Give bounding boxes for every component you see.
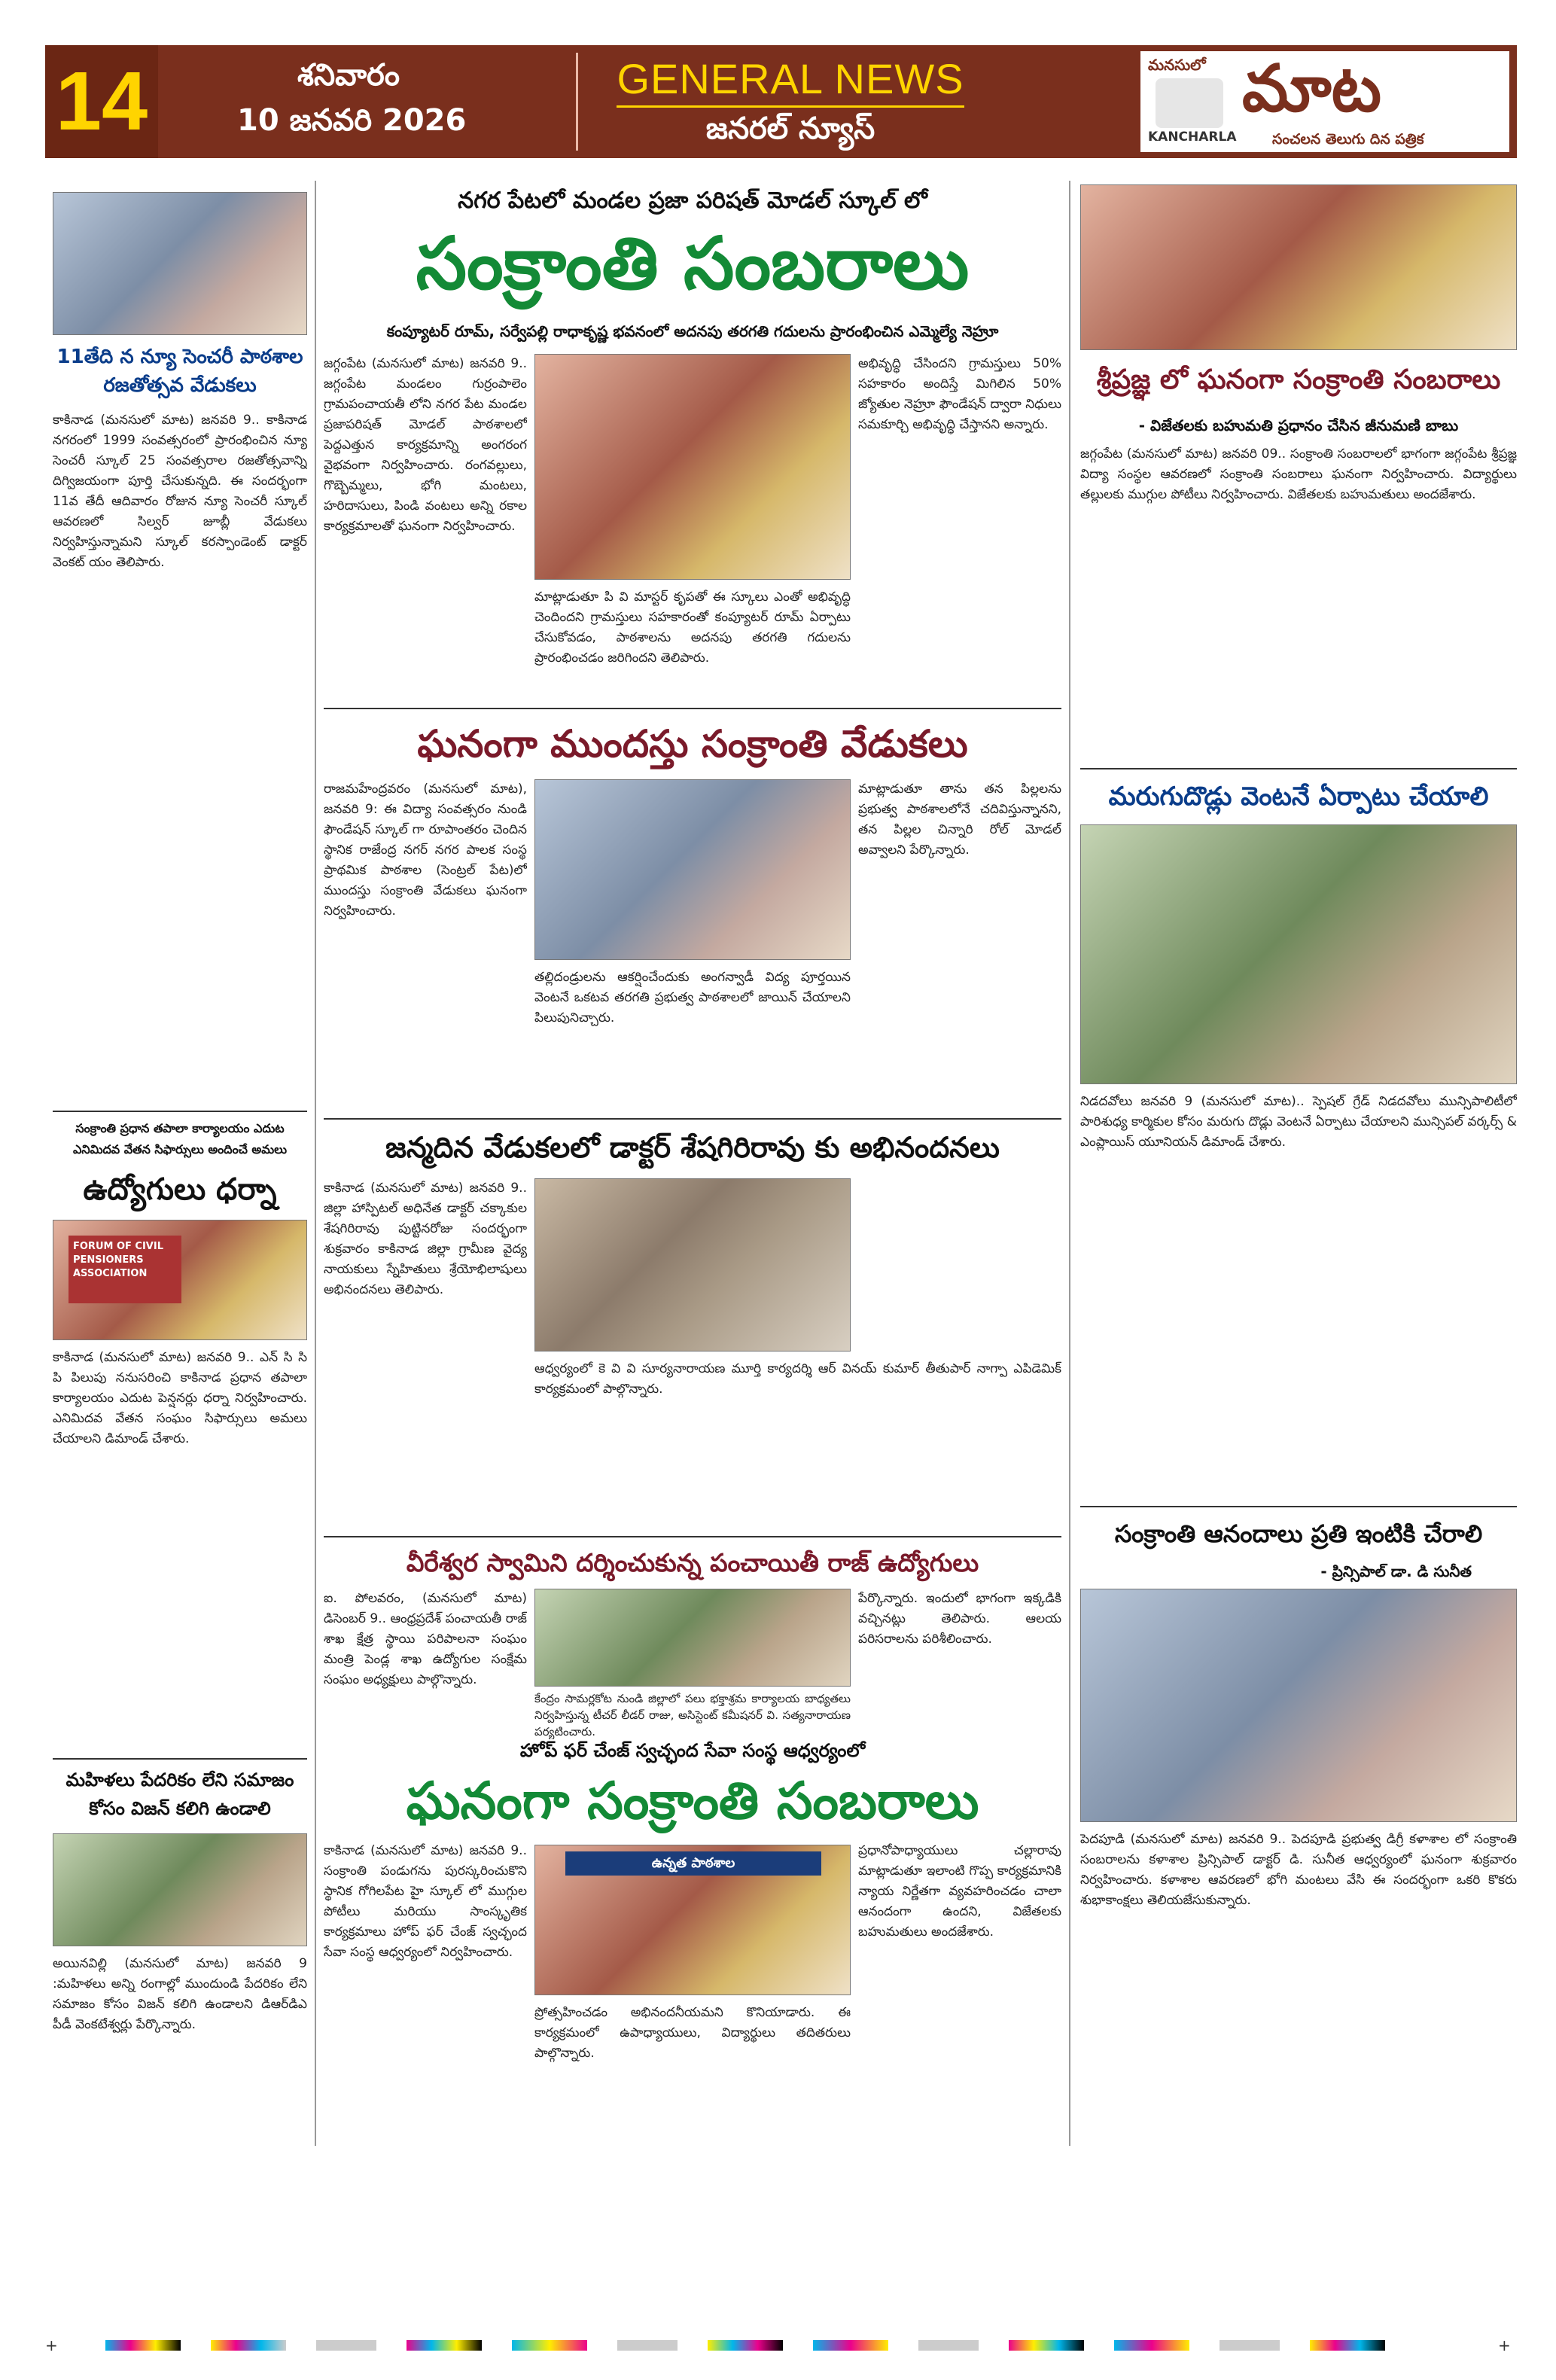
col3-story1-headline: శ్రీప్రజ్ఞ లో ఘనంగా సంక్రాంతి సంబరాలు [1096, 364, 1501, 395]
story-b-body-mid: తల్లిదండ్రులను ఆకర్షించేందుకు అంగన్వాడీ విద్య పూర్తయిన వెంటనే ఒకటవ తరగతి ప్రభుత్వ పాఠశాలలో జాయిన్ చేయాలని పిలుపునిచ్చారు. [534, 970, 851, 1025]
photo-temple-visit [534, 1589, 851, 1687]
story-d-headline: వీరేశ్వర స్వామిని దర్శించుకున్న పంచాయితీ రాజ్ ఉద్యోగులు [406, 1548, 979, 1577]
col1-notice: సంక్రాంతి ప్రధాన తపాలా కార్యాలయం ఎదుట ఎనిమిదవ వేతన సిఫార్సులు అందించే అమలు [72, 1121, 288, 1156]
story-c-divider [324, 1536, 1061, 1537]
column-rule-left [315, 181, 316, 2146]
story-e-body-left: కాకినాడ (మనసులో మాట) జనవరి 9.. సంక్రాంతి పండుగను పురస్కరించుకొని స్థానిక గోగిలపేట హై స్కూల్ లో ముగ్గుల పోటీలు మరియు సాంస్కృతిక కార్యక్రమాలు హోప్ ఫర్ చేంజ్ స్వచ్ఛంద సేవా సంస్థ ఆధ్వర్యంలో నిర్వహించారు. [324, 1843, 527, 1960]
col3-divider-2 [1080, 1506, 1517, 1507]
col1-divider-1 [53, 1111, 307, 1112]
photo-rangoli-competition [534, 1845, 851, 1995]
color-bar-5 [512, 2340, 587, 2351]
color-bar-7 [708, 2340, 783, 2351]
story-b-body-left: రాజమహేంద్రవరం (మనసులో మాట), జనవరి 9: ఈ విద్యా సంవత్సరం నుండి ఫౌండేషన్ స్కూల్ గా రూపాంతరం చెందిన స్థానిక రాజేంద్ర నగర్ నగర పాలక సంస్థ ప్రాథమిక పాఠశాల (సెంట్రల్ పేట)లో ముందస్తు సంక్రాంతి వేడుకలు ఘనంగా నిర్వహించారు. [324, 782, 527, 919]
story-e-caption-body: ప్రోత్సహించడం అభినందనీయమని కొనియాడారు. ఈ కార్యక్రమంలో ఉపాధ్యాయులు, విద్యార్థులు తదితరులు పాల్గొన్నారు. [534, 2005, 851, 2061]
lead-body-right: అభివృద్ధి చేసిందని గ్రామస్తులు 50% సహకారం అందిస్తే మిగిలిన 50% జ్యోతుల నెహ్రూ ఫౌండేషన్ ద్వారా నిధులు సమకూర్చి అభివృద్ధి చేస్తానని అన్నారు. [858, 356, 1061, 432]
color-bar-6 [617, 2340, 678, 2351]
lead-headline: సంక్రాంతి సంబరాలు [416, 221, 970, 306]
print-color-strip [45, 2338, 1517, 2353]
col1-story1-body: కాకినాడ (మనసులో మాట) జనవరి 9.. కాకినాడ నగరంలో 1999 సంవత్సరంలో ప్రారంభించిన న్యూ సెంచరీ స్కూల్ 25 సంవత్సరాల రజతోత్సవాన్ని దిగ్విజయంగా పూర్తి చేసుకున్నది. ఈ సందర్భంగా 11వ తేదీ ఆదివారం రోజున న్యూ సెంచరీ స్కూల్ ఆవరణలో సిల్వర్ జూబ్లీ వేడుకలు నిర్వహిస్తున్నామని స్కూల్ కరస్పాండెంట్ డాక్టర్ వెంకట్ యం తెలిపారు. [53, 413, 307, 570]
col3-story3-sub: - ప్రిన్సిపాల్ డా. డి సునీత [1320, 1562, 1472, 1580]
col3-story2-body: నిడదవోలు జనవరి 9 (మనసులో మాట).. స్పెషల్ గ్రేడ్ నిడదవోలు మున్సిపాలిటీలో పారిశుధ్య కార్మికుల కోసం మరుగు దొడ్లు వెంటనే ఏర్పాటు చేయాలని మున్సిపల్ వర్కర్స్ & ఎంప్లాయిస్ యూనియన్ డిమాండ్ చేశారు. [1080, 1094, 1517, 1150]
photo-workers-protest [1080, 824, 1517, 1084]
story-b-divider [324, 1118, 1061, 1120]
col1-story1-headline: 11తేది న న్యూ సెంచరీ పాఠశాల రజతోత్సవ వేడుకలు [56, 346, 303, 397]
story-e-headline: ఘనంగా సంక్రాంతి సంబరాలు [406, 1772, 979, 1831]
photo-women-rangoli [1080, 184, 1517, 350]
lead-divider [324, 708, 1061, 709]
page-number: 14 [45, 45, 158, 158]
logo-name: KANCHARLA [1148, 130, 1237, 145]
column-rule-right [1069, 181, 1070, 2146]
color-bar-8 [813, 2340, 888, 2351]
photo-mla-sankranti [534, 354, 851, 580]
photo-school-celebration [534, 779, 851, 960]
protest-banner: FORUM OF CIVIL PENSIONERS ASSOCIATION [69, 1236, 181, 1303]
section-title-en: GENERAL NEWS [617, 53, 964, 108]
photo-pensioners-protest [53, 1220, 307, 1340]
col3-story1-sub: - విజేతలకు బహుమతి ప్రధానం చేసిన జీనుమణి బాబు [1138, 416, 1459, 434]
color-bar-9 [918, 2340, 979, 2351]
col3-story1-body: జగ్గంపేట (మనసులో మాట) జనవరి 09.. సంక్రాంతి సంబరాలలో భాగంగా జగ్గంపేట శ్రీప్రజ్ఞ విద్యా సంస్థల ఆవరణలో సంక్రాంతి సంబరాలు ఘనంగా నిర్వహించారు. విద్యార్థులు తల్లులకు ముగ్గుల పోటీలు నిర్వహించారు. విజేతలకు బహుమతులు అందజేశారు. [1080, 446, 1517, 502]
color-bar-4 [407, 2340, 482, 2351]
color-bar-12 [1220, 2340, 1280, 2351]
section-title [587, 53, 994, 151]
story-e-kicker: హోప్ ఫర్ చేంజ్ స్వచ్ఛంద సేవా సంస్థ ఆధ్వర్యంలో [519, 1740, 866, 1761]
color-bar-3 [316, 2340, 376, 2351]
crop-mark-icon: + [45, 2338, 58, 2353]
story-e-body-right: ప్రధానోపాధ్యాయులు చల్లారావు మాట్లాడుతూ ఇలాంటి గొప్ప కార్యక్రమానికి న్యాయ నిర్ణేతగా వ్యవహరించడం చాలా ఆనందంగా ఉందని, విజేతలకు బహుమతులు అందజేశారు. [858, 1843, 1061, 1940]
story-b-body-right: మాట్లాడుతూ తాను తన పిల్లలను ప్రభుత్వ పాఠశాలలోనే చదివిస్తున్నానని, తన పిల్లల చిన్నారి రోల్ మోడల్ అవ్వాలని పేర్కొన్నారు. [858, 782, 1061, 858]
color-bar-13 [1310, 2340, 1385, 2351]
section-title-te: జనరల్ న్యూస్ [705, 111, 875, 146]
story-d-caption: కేంద్రం సామర్లకోట నుండి జిల్లాలో పలు భక్తాశ్రమ కార్యాలయ బాధ్యతలు నిర్వహిస్తున్న టీచర్ లీడర్ రాజు, అసిస్టెంట్ కమీషనర్ వి. సత్యనారాయణ పర్యటించారు. [534, 1692, 851, 1739]
color-bar-11 [1114, 2340, 1189, 2351]
newspaper-logo [1140, 51, 1509, 152]
logo-title: మాట [1242, 51, 1381, 126]
story-c-body-right: ఆధ్వర్యంలో కె వి వి సూర్యనారాయణ మూర్తి కార్యదర్శి ఆర్ వినయ్ కుమార్ తీతుపార్ నాగ్పా ఎపిడెమిక్ కార్యక్రమంలో పాల్గొన్నారు. [534, 1361, 1061, 1397]
logo-small-text: మనసులో [1148, 56, 1206, 74]
col3-story3-body: పెదపూడి (మనసులో మాట) జనవరి 9.. పెదపూడి ప్రభుత్వ డిగ్రీ కళాశాల లో సంక్రాంతి సంబరాలను కళాశాల ప్రిన్సిపాల్ డాక్టర్ డి. సునీత ఆధ్వర్యంలో ఘనంగా శుక్రవారం నిర్వహించారు. కళాశాల ఆవరణలో భోగి మంటలు వేసి ఈ సందర్భంగా ఒకరి కొకరు శుభాకాంక్షలు తెలియజేసుకున్నారు. [1080, 1832, 1517, 1908]
col3-story2-headline: మరుగుదొడ్లు వెంటనే ఏర్పాటు చేయాలి [1108, 782, 1489, 812]
col1-story3-headline: మహిళలు పేదరికం లేని సమాజం కోసం విజన్ కలిగి ఉండాలి [65, 1769, 294, 1819]
story-c-body-left: కాకినాడ (మనసులో మాట) జనవరి 9.. జిల్లా హాస్పిటల్ అధినేత డాక్టర్ చక్కాకుల శేషగిరిరావు పుట్టినరోజు సందర్భంగా శుక్రవారం కాకినాడ జిల్లా గ్రామీణ వైద్య నాయకులు స్నేహితులు శ్రేయోభిలాషులు అభినందనలు తెలిపారు. [324, 1181, 527, 1297]
photo-birthday-felicitation [534, 1178, 851, 1352]
col1-story3-body: అయినవిల్లి (మనసులో మాట) జనవరి 9 :మహిళలు అన్ని రంగాల్లో ముందుండి పేదరికం లేని సమాజం కోసం విజన్ కలిగి ఉండాలని డిఆర్‌డిఎ పీడీ వెంకటేశ్వర్లు పేర్కొన్నారు. [53, 1956, 307, 2032]
photo-school-officials [53, 192, 307, 335]
school-banner: ఉన్నత పాఠశాల [565, 1851, 821, 1876]
lead-caption-body: మాట్లాడుతూ పి వి మాస్టర్ కృపతో ఈ స్కూలు ఎంతో అభివృద్ధి చెందిందని గ్రామస్తులు సహకారంతో కంప్యూటర్ రూమ్ ఏర్పాటు చేసుకోవడం, పాఠశాలను అదనపు తరగతి గదులను ప్రారంభించడం జరిగిందని తెలిపారు. [534, 590, 851, 666]
color-bar-2 [211, 2340, 286, 2351]
col1-story2-body: కాకినాడ (మనసులో మాట) జనవరి 9.. ఎన్ సి సి పి పిలుపు ననుసరించి కాకినాడ ప్రధాన తపాలా కార్యాలయం ఎదుట పెన్షనర్లు ధర్నా నిర్వహించారు. ఎనిమిదవ వేతన సంఘం సిఫార్సులు అమలు చేయాలని డిమాండ్ చేశారు. [53, 1350, 307, 1446]
header-divider [576, 53, 578, 151]
story-d-body-left: ఐ. పోలవరం, (మనసులో మాట) డిసెంబర్ 9.. ఆంధ్రప్రదేశ్ పంచాయతీ రాజ్ శాఖ క్షేత్ర స్థాయి పరిపాలనా సంఘం మంత్రి పెండ్ల శాఖ ఉద్యోగుల సంక్షేమ సంఘం అధ్యక్షులు పాల్గొన్నారు. [324, 1591, 527, 1687]
lead-body-left: జగ్గంపేట (మనసులో మాట) జనవరి 9.. జగ్గంపేట మండలం గుర్రంపాలెం గ్రామపంచాయతీ లోని నగర పేట మండల ప్రజాపరిషత్ మోడల్ పాఠశాలలో పెద్దఎత్తున కార్యక్రమాన్ని అంగరంగ వైభవంగా నిర్వహించారు. రంగవల్లులు, గొబ్బెమ్మలు, భోగి మంటలు, హరిదాసులు, పిండి వంటలు అన్ని రకాల కార్యక్రమాలతో ఘనంగా నిర్వహించారు. [324, 356, 527, 534]
color-bar-1 [105, 2340, 181, 2351]
crop-mark-icon-right: + [1498, 2338, 1511, 2353]
col1-story2-headline: ఉద్యోగులు ధర్నా [83, 1172, 277, 1207]
story-c-headline: జన్మదిన వేడుకలలో డాక్టర్ శేషగిరిరావు కు అభినందనలు [385, 1131, 1000, 1164]
lead-kicker: నగర పేటలో మండల ప్రజా పరిషత్ మోడల్ స్కూల్ లో [458, 187, 927, 214]
story-d-body-right: పేర్కొన్నారు. ఇందులో భాగంగా ఇక్కడికి వచ్చినట్లు తెలిపారు. ఆలయ పరిసరాలను పరిశీలించారు. [858, 1591, 1061, 1647]
photo-women-meeting [53, 1833, 307, 1946]
lead-subhead: కంప్యూటర్ రూమ్, సర్వేపల్లి రాధాకృష్ణ భవనంలో అదనపు తరగతి గదులను ప్రారంభించిన ఎమ్మెల్యే నెహ్రూ [386, 322, 999, 340]
col3-divider-1 [1080, 768, 1517, 769]
story-b-headline: ఘనంగా ముందస్తు సంక్రాంతి వేడుకలు [417, 722, 968, 766]
color-bar-10 [1009, 2340, 1084, 2351]
col3-story3-headline: సంక్రాంతి ఆనందాలు ప్రతి ఇంటికి చేరాలి [1114, 1519, 1483, 1548]
logo-portrait-icon [1156, 78, 1223, 128]
logo-tagline: సంచలన తెలుగు దిన పత్రిక [1272, 131, 1424, 148]
col1-divider-2 [53, 1758, 307, 1760]
photo-college-sankranti [1080, 1589, 1517, 1822]
date-label: 10 జనవరి 2026 [237, 103, 467, 138]
date-block [169, 53, 561, 151]
day-label: శనివారం [297, 58, 400, 93]
